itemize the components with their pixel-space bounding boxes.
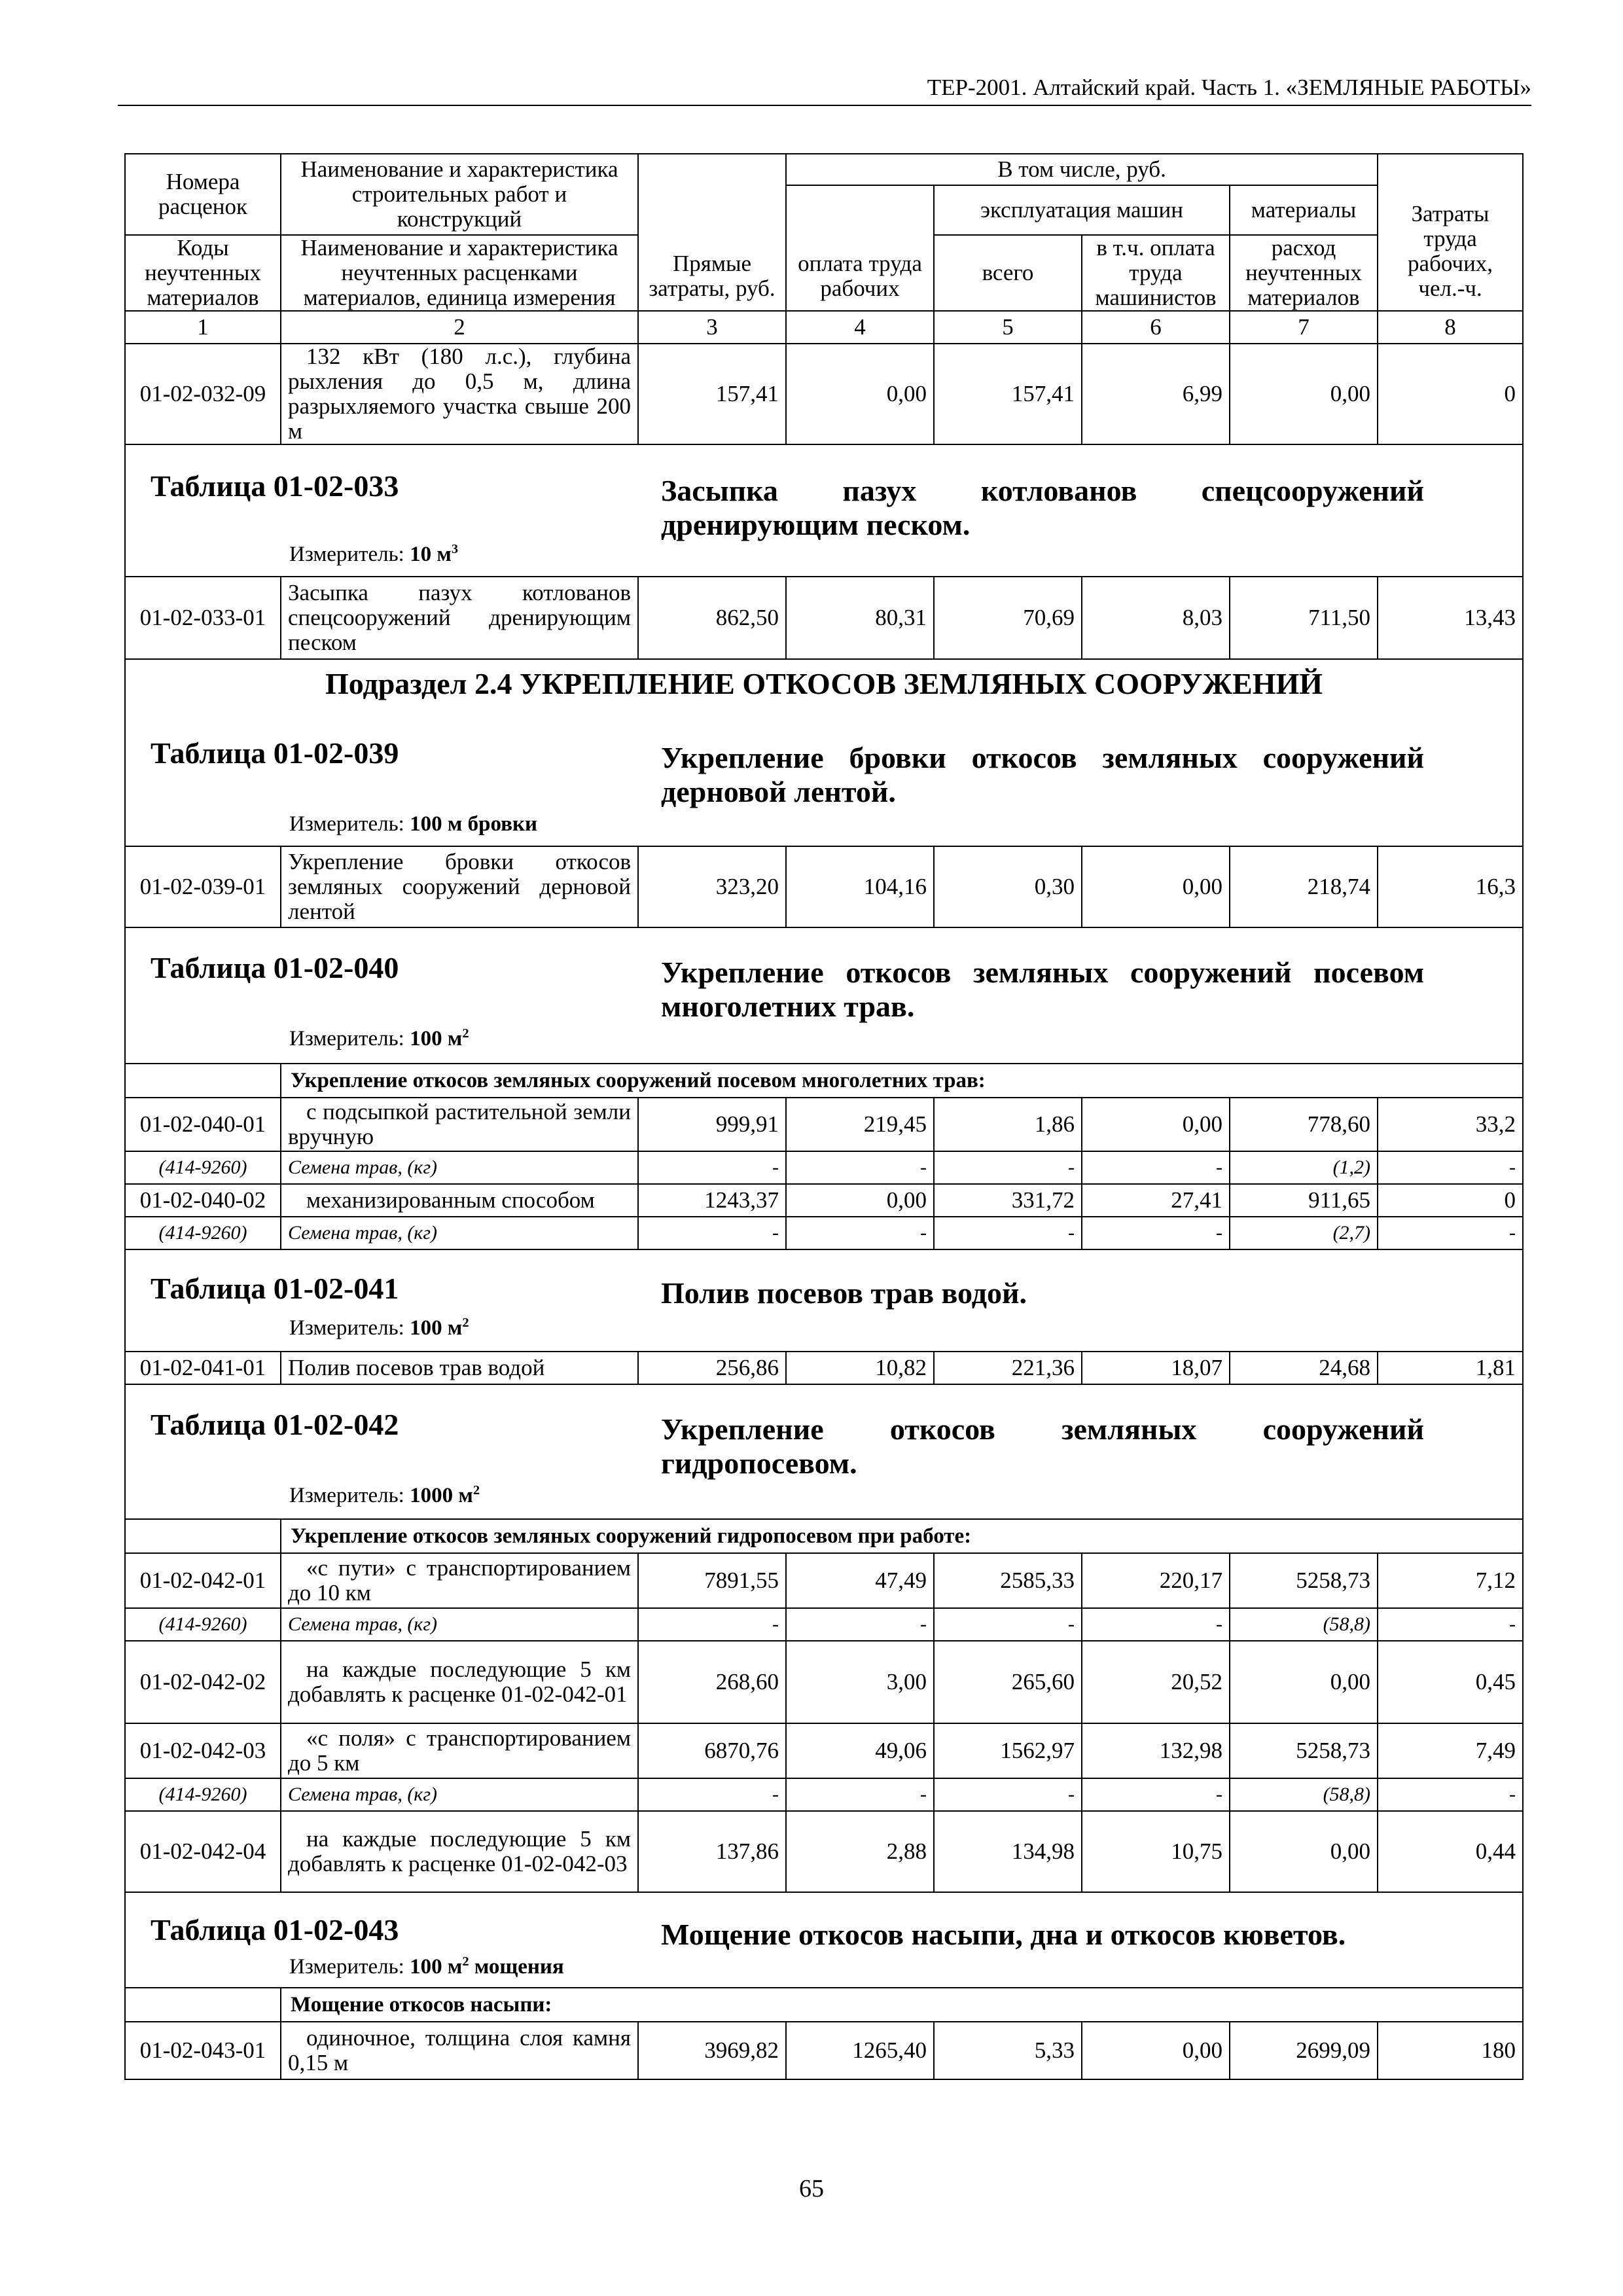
machines-total: 5,33 xyxy=(934,2022,1082,2079)
table-row xyxy=(125,1184,1523,1217)
machinists-pay: 132,98 xyxy=(1082,1723,1230,1778)
direct-cost: 268,60 xyxy=(638,1641,786,1723)
group-code-cell xyxy=(125,1519,281,1553)
machinists-pay: 27,41 xyxy=(1082,1184,1230,1217)
machinists-pay: - xyxy=(1082,1778,1230,1811)
rate-name: на каждые последующие 5 км добавлять к расценке 01-02-042-01 xyxy=(281,1641,638,1723)
hdr-incl: В том числе, руб. xyxy=(786,154,1378,185)
machinists-pay: 0,00 xyxy=(1082,846,1230,927)
measurement-unit: Измеритель: 100 $м^2$ xyxy=(289,1026,469,1050)
group-code-cell xyxy=(125,1988,281,2022)
machines-total: - xyxy=(934,1151,1082,1184)
table-title: Полив посевов трав водой. xyxy=(661,1276,1027,1310)
col-number: 6 xyxy=(1082,311,1230,344)
material-name: Семена трав, (кг) xyxy=(281,1151,638,1184)
materials-cost: 0,00 xyxy=(1230,1641,1378,1723)
rate-code: 01-02-042-04 xyxy=(125,1811,281,1892)
hdr-materials-sub: расход неучтенных материалов xyxy=(1230,235,1378,311)
hdr-direct: Прямые затраты, руб. xyxy=(638,154,786,311)
table-row xyxy=(125,1811,1523,1892)
hdr-machines-total: всего xyxy=(934,235,1082,311)
group-code-cell xyxy=(125,1064,281,1098)
measurement-unit: Измеритель: 100 м бровки xyxy=(289,812,537,836)
rate-code: 01-02-042-03 xyxy=(125,1723,281,1778)
direct-cost: - xyxy=(638,1217,786,1249)
labor-pay: 47,49 xyxy=(786,1553,934,1608)
rate-name: Засыпка пазух котлованов спецсооружений дренирующим песком xyxy=(281,577,638,659)
rate-name: Полив посевов трав водой xyxy=(281,1352,638,1384)
direct-cost: 7891,55 xyxy=(638,1553,786,1608)
labor-hours: - xyxy=(1378,1608,1523,1641)
table-label: Таблица 01-02-041 xyxy=(151,1272,399,1305)
table-block-040 xyxy=(125,927,1523,1064)
rate-code: 01-02-032-09 xyxy=(125,344,281,444)
machines-total: - xyxy=(934,1778,1082,1811)
labor-hours: - xyxy=(1378,1151,1523,1184)
table-block-042 xyxy=(125,1384,1523,1519)
direct-cost: 862,50 xyxy=(638,577,786,659)
labor-pay: - xyxy=(786,1151,934,1184)
materials-consumption: (58,8) xyxy=(1230,1608,1378,1641)
labor-pay: 0,00 xyxy=(786,344,934,444)
table-row xyxy=(125,1553,1523,1608)
group-title: Укрепление откосов земляных сооружений гидропосевом при работе: xyxy=(281,1519,1523,1553)
table-label: Таблица 01-02-042 xyxy=(151,1408,399,1441)
rate-name: «с пути» с транспортированием до 10 км xyxy=(281,1553,638,1608)
hdr-machines: эксплуатация машин xyxy=(934,185,1230,235)
group-title: Мощение откосов насыпи: xyxy=(281,1988,1523,2022)
material-row xyxy=(125,1217,1523,1249)
rate-name: механизированным способом xyxy=(281,1184,638,1217)
hdr-codes-sub: Коды неучтенных материалов xyxy=(125,235,281,311)
rate-code: 01-02-039-01 xyxy=(125,846,281,927)
machines-total: 265,60 xyxy=(934,1641,1082,1723)
table-title: Укрепление бровки откосов земляных сооружений дерновой лентой. xyxy=(661,741,1425,808)
table-label: Таблица 01-02-039 xyxy=(151,736,399,770)
direct-cost: - xyxy=(638,1608,786,1641)
materials-cost: 711,50 xyxy=(1230,577,1378,659)
table-row xyxy=(125,344,1523,444)
machinists-pay: 18,07 xyxy=(1082,1352,1230,1384)
rate-code: 01-02-041-01 xyxy=(125,1352,281,1384)
labor-pay: 49,06 xyxy=(786,1723,934,1778)
materials-cost: 0,00 xyxy=(1230,1811,1378,1892)
subsection-title: Подраздел 2.4 УКРЕПЛЕНИЕ ОТКОСОВ ЗЕМЛЯНЫХ СООРУЖЕНИЙ xyxy=(325,667,1323,700)
group-title: Укрепление откосов земляных сооружений посевом многолетних трав: xyxy=(281,1064,1523,1098)
materials-consumption: (58,8) xyxy=(1230,1778,1378,1811)
table-block-033 xyxy=(125,444,1523,577)
material-name: Семена трав, (кг) xyxy=(281,1217,638,1249)
table-title: Укрепление откосов земляных сооружений гидропосевом. xyxy=(661,1412,1425,1480)
hdr-name-sub: Наименование и характеристика неучтенных расценками материалов, единица измерения xyxy=(281,235,638,311)
table-block-043 xyxy=(125,1892,1523,1988)
rate-name: с подсыпкой растительной земли вручную xyxy=(281,1098,638,1151)
rate-name: «с поля» с транспортированием до 5 км xyxy=(281,1723,638,1778)
materials-cost: 5258,73 xyxy=(1230,1723,1378,1778)
rate-code: 01-02-043-01 xyxy=(125,2022,281,2079)
material-name: Семена трав, (кг) xyxy=(281,1608,638,1641)
machines-total: 157,41 xyxy=(934,344,1082,444)
machinists-pay: 20,52 xyxy=(1082,1641,1230,1723)
labor-pay: 104,16 xyxy=(786,846,934,927)
labor-hours: 0 xyxy=(1378,1184,1523,1217)
hdr-materials: материалы xyxy=(1230,185,1378,235)
rate-code: 01-02-042-02 xyxy=(125,1641,281,1723)
table-block-039 xyxy=(125,659,1523,846)
labor-pay: 219,45 xyxy=(786,1098,934,1151)
machines-total: 70,69 xyxy=(934,577,1082,659)
labor-pay: 2,88 xyxy=(786,1811,934,1892)
hdr-labor-cost: Затраты труда рабочих, чел.-ч. xyxy=(1378,154,1523,311)
labor-hours: 180 xyxy=(1378,2022,1523,2079)
direct-cost: 323,20 xyxy=(638,846,786,927)
direct-cost: 157,41 xyxy=(638,344,786,444)
running-header: ТЕР-2001. Алтайский край. Часть 1. «ЗЕМЛЯНЫЕ РАБОТЫ» xyxy=(118,71,1531,106)
machines-total: - xyxy=(934,1608,1082,1641)
rate-code: 01-02-033-01 xyxy=(125,577,281,659)
direct-cost: - xyxy=(638,1151,786,1184)
table-row xyxy=(125,2022,1523,2079)
material-code: (414-9260) xyxy=(125,1778,281,1811)
table-block-041 xyxy=(125,1249,1523,1352)
labor-pay: 10,82 xyxy=(786,1352,934,1384)
machines-total: 134,98 xyxy=(934,1811,1082,1892)
page-number: 65 xyxy=(799,2175,824,2202)
hdr-codes: Номера расценок xyxy=(125,154,281,235)
table-row xyxy=(125,1723,1523,1778)
material-code: (414-9260) xyxy=(125,1217,281,1249)
materials-cost: 0,00 xyxy=(1230,344,1378,444)
col-number: 3 xyxy=(638,311,786,344)
labor-pay: - xyxy=(786,1608,934,1641)
measurement-unit: Измеритель: 100 $м^2$ xyxy=(289,1316,469,1340)
table-row xyxy=(125,1098,1523,1151)
measurement-unit: Измеритель: 1000 $м^2$ xyxy=(289,1483,480,1507)
machines-total: 221,36 xyxy=(934,1352,1082,1384)
direct-cost: 137,86 xyxy=(638,1811,786,1892)
machinists-pay: - xyxy=(1082,1217,1230,1249)
material-code: (414-9260) xyxy=(125,1608,281,1641)
measurement-unit: Измеритель: 10 $м^3$ xyxy=(289,542,459,566)
machinists-pay: 6,99 xyxy=(1082,344,1230,444)
machinists-pay: 8,03 xyxy=(1082,577,1230,659)
materials-cost: 24,68 xyxy=(1230,1352,1378,1384)
machinists-pay: 0,00 xyxy=(1082,2022,1230,2079)
material-name: Семена трав, (кг) xyxy=(281,1778,638,1811)
table-row xyxy=(125,1352,1523,1384)
rate-name: на каждые последующие 5 км добавлять к расценке 01-02-042-03 xyxy=(281,1811,638,1892)
col-number: 8 xyxy=(1378,311,1523,344)
table-label: Таблица 01-02-033 xyxy=(151,469,399,503)
materials-cost: 778,60 xyxy=(1230,1098,1378,1151)
labor-hours: 16,3 xyxy=(1378,846,1523,927)
rate-code: 01-02-040-02 xyxy=(125,1184,281,1217)
machines-total: 331,72 xyxy=(934,1184,1082,1217)
materials-consumption: (1,2) xyxy=(1230,1151,1378,1184)
col-number: 7 xyxy=(1230,311,1378,344)
measurement-unit: Измеритель: 100 $м^2$ мощения xyxy=(289,1954,564,1979)
hdr-machinists: в т.ч. оплата труда машинистов xyxy=(1082,235,1230,311)
machines-total: 0,30 xyxy=(934,846,1082,927)
machines-total: 2585,33 xyxy=(934,1553,1082,1608)
direct-cost: - xyxy=(638,1778,786,1811)
price-table xyxy=(124,153,1524,2080)
hdr-name: Наименование и характеристика строительных работ и конструкций xyxy=(281,154,638,235)
machinists-pay: - xyxy=(1082,1608,1230,1641)
labor-hours: - xyxy=(1378,1778,1523,1811)
table-row xyxy=(125,577,1523,659)
direct-cost: 3969,82 xyxy=(638,2022,786,2079)
materials-cost: 911,65 xyxy=(1230,1184,1378,1217)
col-number: 4 xyxy=(786,311,934,344)
table-label: Таблица 01-02-040 xyxy=(151,951,399,984)
materials-cost: 2699,09 xyxy=(1230,2022,1378,2079)
labor-pay: 80,31 xyxy=(786,577,934,659)
labor-hours: 33,2 xyxy=(1378,1098,1523,1151)
machinists-pay: 0,00 xyxy=(1082,1098,1230,1151)
materials-cost: 5258,73 xyxy=(1230,1553,1378,1608)
col-number: 1 xyxy=(125,311,281,344)
materials-cost: 218,74 xyxy=(1230,846,1378,927)
labor-hours: - xyxy=(1378,1217,1523,1249)
labor-pay: 1265,40 xyxy=(786,2022,934,2079)
labor-hours: 1,81 xyxy=(1378,1352,1523,1384)
labor-hours: 0 xyxy=(1378,344,1523,444)
labor-hours: 0,44 xyxy=(1378,1811,1523,1892)
rate-name: одиночное, толщина слоя камня 0,15 м xyxy=(281,2022,638,2079)
labor-pay: - xyxy=(786,1217,934,1249)
machinists-pay: 10,75 xyxy=(1082,1811,1230,1892)
material-code: (414-9260) xyxy=(125,1151,281,1184)
machinists-pay: - xyxy=(1082,1151,1230,1184)
machines-total: - xyxy=(934,1217,1082,1249)
table-title: Засыпка пазух котлованов спецсооружений дренирующим песком. xyxy=(661,474,1425,541)
labor-pay: - xyxy=(786,1778,934,1811)
table-title: Укрепление откосов земляных сооружений посевом многолетних трав. xyxy=(661,956,1425,1023)
labor-pay: 0,00 xyxy=(786,1184,934,1217)
labor-hours: 0,45 xyxy=(1378,1641,1523,1723)
rate-name: Укрепление бровки откосов земляных сооружений дерновой лентой xyxy=(281,846,638,927)
table-label: Таблица 01-02-043 xyxy=(151,1913,399,1946)
machines-total: 1562,97 xyxy=(934,1723,1082,1778)
materials-consumption: (2,7) xyxy=(1230,1217,1378,1249)
table-title: Мощение откосов насыпи, дна и откосов кюветов. xyxy=(661,1918,1346,1951)
direct-cost: 999,91 xyxy=(638,1098,786,1151)
hdr-labor: оплата труда рабочих xyxy=(786,185,934,311)
table-row xyxy=(125,1641,1523,1723)
labor-hours: 7,12 xyxy=(1378,1553,1523,1608)
direct-cost: 256,86 xyxy=(638,1352,786,1384)
machines-total: 1,86 xyxy=(934,1098,1082,1151)
material-row xyxy=(125,1778,1523,1811)
labor-hours: 13,43 xyxy=(1378,577,1523,659)
col-number: 2 xyxy=(281,311,638,344)
direct-cost: 1243,37 xyxy=(638,1184,786,1217)
col-number: 5 xyxy=(934,311,1082,344)
labor-hours: 7,49 xyxy=(1378,1723,1523,1778)
material-row xyxy=(125,1608,1523,1641)
material-row xyxy=(125,1151,1523,1184)
rate-name: 132 кВт (180 л.с.), глубина рыхления до 0,5 м, длина разрыхляемого участка свыше 200 м xyxy=(281,344,638,444)
labor-pay: 3,00 xyxy=(786,1641,934,1723)
direct-cost: 6870,76 xyxy=(638,1723,786,1778)
rate-code: 01-02-040-01 xyxy=(125,1098,281,1151)
rate-code: 01-02-042-01 xyxy=(125,1553,281,1608)
machinists-pay: 220,17 xyxy=(1082,1553,1230,1608)
table-row xyxy=(125,846,1523,927)
